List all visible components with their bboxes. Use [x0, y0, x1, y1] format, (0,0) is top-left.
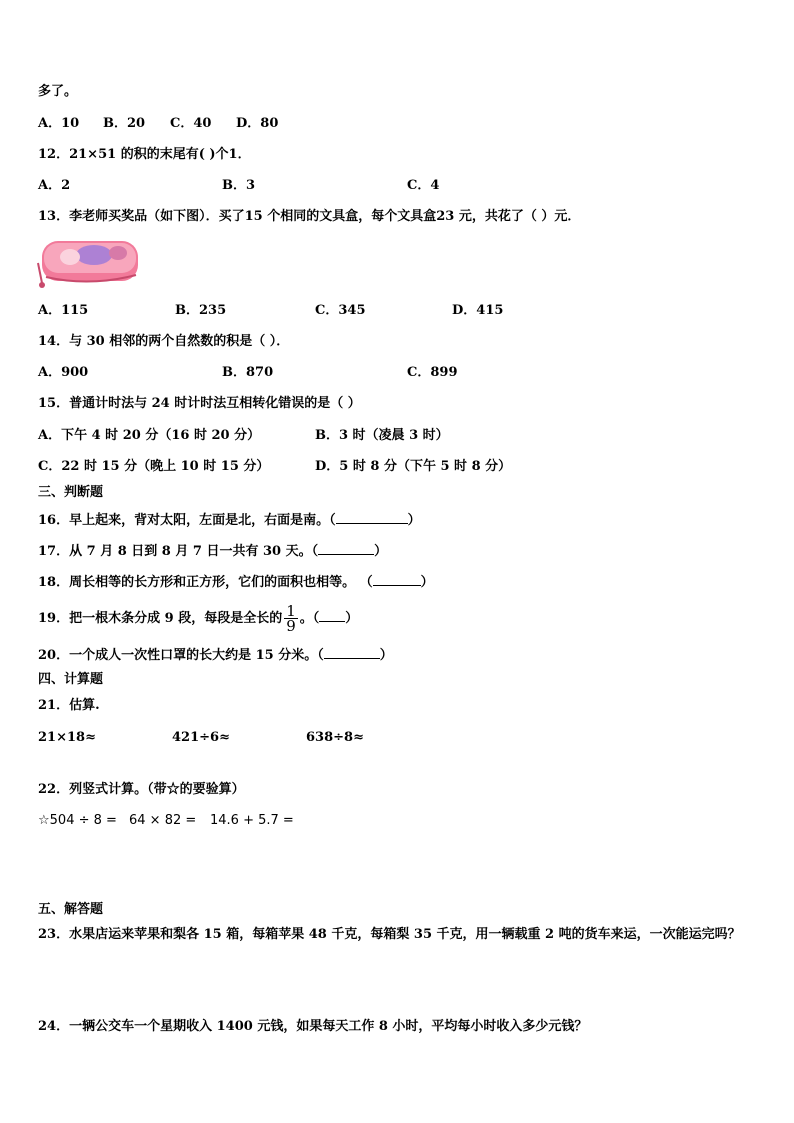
question-19 [38, 604, 358, 633]
question-14: 14．与 30 相邻的两个自然数的积是（ ）． [38, 334, 290, 349]
q21-item-3: 638÷8≈ [306, 730, 364, 745]
q13-option-d: D．415 [452, 303, 504, 318]
q22-item-2: 64 × 82 = [129, 813, 197, 828]
question-22: 22．列竖式计算。（带☆的要验算） [38, 782, 245, 797]
answer-blank[interactable] [319, 609, 345, 622]
question-18 [38, 573, 434, 591]
answer-blank[interactable] [324, 646, 380, 659]
q14-option-b: B．870 [222, 365, 274, 380]
q13-option-b: B．235 [175, 303, 227, 318]
question-23: 23．水果店运来苹果和梨各 15 箱，每箱苹果 48 千克，每箱梨 35 千克，用一辆载重 2 吨的货车来运，一次能运完吗？ [38, 927, 741, 942]
q20-close: ） [379, 648, 393, 663]
question-fragment: 多了。 [38, 84, 78, 99]
question-17 [38, 542, 387, 560]
question-13: 13．李老师买奖品（如下图）．买了15 个相同的文具盒，每个文具盒23 元，共花了（ ）元． [38, 209, 581, 224]
fraction-numerator: 1 [286, 602, 296, 620]
fraction-one-ninth [284, 604, 298, 633]
option-c: C．40 [170, 116, 212, 131]
answer-blank[interactable] [373, 573, 421, 586]
q18-text: 18．周长相等的长方形和正方形，它们的面积也相等。 （ [38, 575, 373, 590]
q15-option-c: C．22 时 15 分（晚上 10 时 15 分） [38, 459, 270, 474]
question-12: 12．21×51 的积的末尾有( )个1． [38, 147, 251, 162]
q17-text: 17．从 7 月 8 日到 8 月 7 日一共有 30 天。（ [38, 544, 319, 559]
q19-mid: 。（ [299, 611, 320, 626]
q21-item-2: 421÷6≈ [172, 730, 230, 745]
option-d: D．80 [236, 116, 279, 131]
q22-item-1: ☆504 ÷ 8 = [38, 813, 117, 828]
q17-close: ） [374, 544, 388, 559]
q14-option-c: C．899 [407, 365, 458, 380]
q20-text: 20．一个成人一次性口罩的长大约是 15 分米。（ [38, 648, 324, 663]
question-20 [38, 646, 393, 664]
q19-close: ） [345, 611, 359, 626]
q16-close: ） [407, 513, 421, 528]
q19-text: 19．把一根木条分成 9 段，每段是全长的 [38, 611, 283, 626]
q14-option-a: A．900 [38, 365, 89, 380]
q15-option-a: A．下午 4 时 20 分（16 时 20 分） [38, 428, 261, 443]
q13-option-a: A．115 [38, 303, 89, 318]
answer-blank[interactable] [336, 511, 408, 524]
q12-option-a: A．2 [38, 178, 71, 193]
option-b: B．20 [103, 116, 146, 131]
q13-option-c: C．345 [315, 303, 366, 318]
question-15: 15．普通计时法与 24 时计时法互相转化错误的是（ ） [38, 396, 361, 411]
q22-item-3: 14.6 + 5.7 = [210, 813, 294, 828]
fraction-denominator: 9 [286, 617, 296, 635]
question-16 [38, 511, 421, 529]
section-4-heading: 四、计算题 [38, 672, 104, 687]
question-21: 21．估算. [38, 698, 100, 713]
q16-text: 16．早上起来，背对太阳，左面是北，右面是南。（ [38, 513, 336, 528]
section-3-heading: 三、判断题 [38, 485, 104, 500]
section-5-heading: 五、解答题 [38, 902, 104, 917]
q12-option-b: B．3 [222, 178, 256, 193]
q12-option-c: C．4 [407, 178, 440, 193]
answer-blank[interactable] [318, 542, 374, 555]
q15-option-b: B．3 时（凌晨 3 时） [315, 428, 449, 443]
question-24: 24．一辆公交车一个星期收入 1400 元钱，如果每天工作 8 小时，平均每小时收入多少元钱？ [38, 1019, 588, 1034]
pencil-case-image [34, 233, 140, 291]
q15-option-d: D．5 时 8 分（下午 5 时 8 分） [315, 459, 512, 474]
q18-close: ） [420, 575, 434, 590]
option-a: A．10 [38, 116, 80, 131]
q21-item-1: 21×18≈ [38, 730, 96, 745]
